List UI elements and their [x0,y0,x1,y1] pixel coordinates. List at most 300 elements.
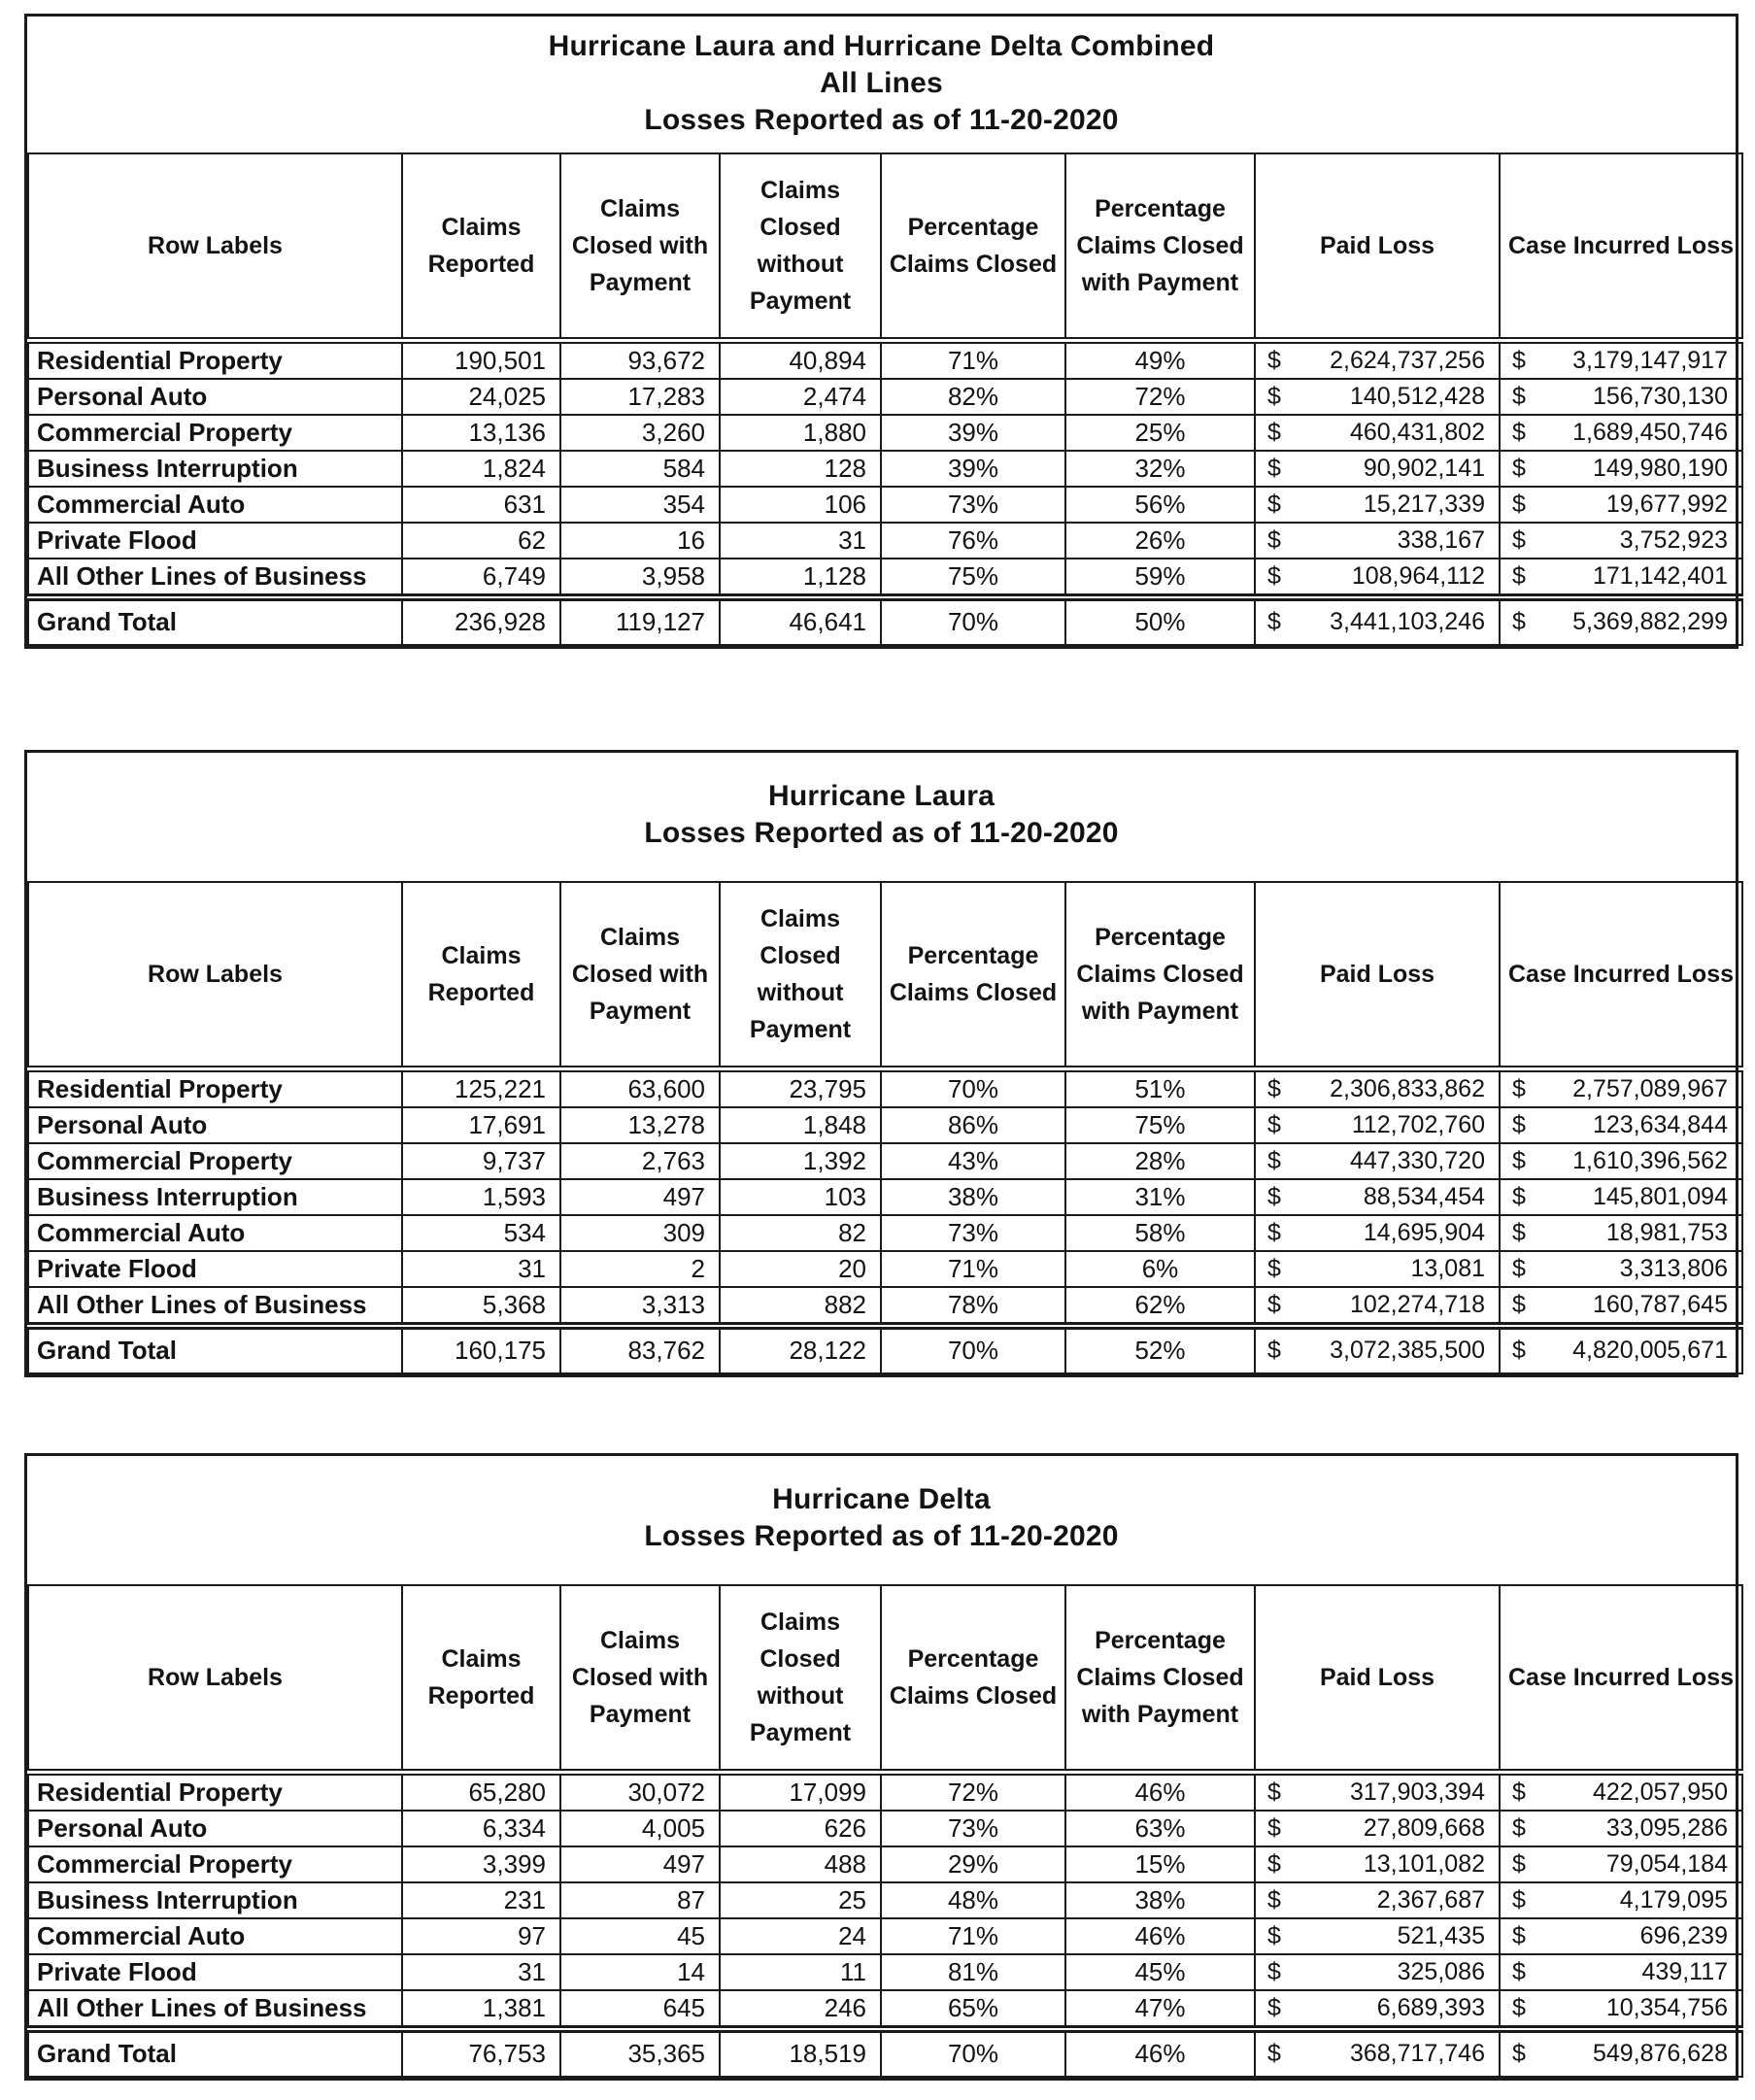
paid-loss-cell [1255,1811,1500,1846]
col-header-claims-closed-without-payment: Claims Closed without Payment [720,1585,881,1773]
amount-value: 33,095,286 [1605,1814,1728,1842]
claims-reported-cell: 17,691 [402,1107,560,1143]
dollar-sign: $ [1267,1111,1281,1138]
case-incurred-loss-cell [1500,559,1742,597]
pct-claims-closed-with-payment-cell: 46% [1065,1918,1255,1954]
claims-closed-without-payment-cell: 40,894 [720,341,881,380]
dollar-sign: $ [1267,1337,1281,1364]
claims-reported-cell: 76,753 [402,2029,560,2077]
dollar-sign: $ [1267,1147,1281,1174]
pct-claims-closed-cell: 73% [881,1215,1065,1251]
col-header-claims-closed-without-payment: Claims Closed without Payment [720,882,881,1069]
claims-reported-cell: 13,136 [402,415,560,451]
table-title-line: Hurricane Delta [772,1483,991,1515]
table-title-line: Hurricane Laura and Hurricane Delta Combined [548,30,1215,62]
amount-value: 696,239 [1639,1922,1728,1949]
pct-claims-closed-cell: 38% [881,1179,1065,1215]
row-label-cell: Commercial Property [28,1143,402,1179]
col-header-paid-loss: Paid Loss [1255,1585,1500,1773]
dollar-sign: $ [1512,1337,1526,1364]
table-row [28,415,1742,451]
col-header-percentage-claims-closed: Percentage Claims Closed [881,882,1065,1069]
paid-loss-cell [1255,559,1500,597]
pct-claims-closed-with-payment-cell: 28% [1065,1143,1255,1179]
paid-loss-cell [1255,1846,1500,1882]
col-header-percentage-claims-closed-with-payment: Percentage Claims Closed with Payment [1065,1585,1255,1773]
amount-value: 123,634,844 [1592,1111,1728,1138]
row-label-cell: Commercial Auto [28,1918,402,1954]
pct-claims-closed-with-payment-cell: 62% [1065,1287,1255,1326]
claims-closed-without-payment-cell: 11 [720,1954,881,1990]
pct-claims-closed-with-payment-cell: 59% [1065,559,1255,597]
dollar-sign: $ [1267,1958,1281,1985]
claims-closed-without-payment-cell: 626 [720,1811,881,1846]
amount-value: 4,179,095 [1619,1886,1728,1914]
paid-loss-cell [1255,523,1500,559]
col-header-row-labels: Row Labels [28,1585,402,1773]
table-row [28,1918,1742,1954]
col-header-percentage-claims-closed-with-payment: Percentage Claims Closed with Payment [1065,882,1255,1069]
grand-total-row [28,2029,1742,2077]
row-label-cell: Residential Property [28,341,402,380]
table-row [28,1069,1742,1108]
amount-value: 15,217,339 [1363,491,1485,518]
pct-claims-closed-with-payment-cell: 75% [1065,1107,1255,1143]
table-title-block [27,753,1736,881]
dollar-sign: $ [1512,1219,1526,1246]
dollar-sign: $ [1512,1958,1526,1985]
pct-claims-closed-with-payment-cell: 45% [1065,1954,1255,1990]
claims-reported-cell: 231 [402,1882,560,1918]
header-row [28,153,1742,341]
amount-value: 3,313,806 [1619,1255,1728,1282]
claims-closed-without-payment-cell: 17,099 [720,1773,881,1812]
amount-value: 3,179,147,917 [1572,347,1728,374]
amount-value: 549,876,628 [1592,2040,1728,2067]
case-incurred-loss-cell [1500,1287,1742,1326]
claims-table-laura [27,881,1743,1374]
table-title-line: Losses Reported as of 11-20-2020 [644,817,1119,849]
claims-closed-without-payment-cell: 882 [720,1287,881,1326]
col-header-percentage-claims-closed: Percentage Claims Closed [881,1585,1065,1773]
case-incurred-loss-cell [1500,1846,1742,1882]
paid-loss-cell [1255,1215,1500,1251]
amount-value: 521,435 [1397,1922,1485,1949]
claims-reported-cell: 534 [402,1215,560,1251]
pct-claims-closed-cell: 70% [881,2029,1065,2077]
dollar-sign: $ [1267,491,1281,518]
amount-value: 1,610,396,562 [1572,1147,1728,1174]
row-label-cell: Residential Property [28,1069,402,1108]
amount-value: 3,072,385,500 [1330,1337,1485,1364]
paid-loss-cell [1255,1069,1500,1108]
dollar-sign: $ [1512,1850,1526,1878]
pct-claims-closed-with-payment-cell: 49% [1065,341,1255,380]
amount-value: 27,809,668 [1363,1814,1485,1842]
claims-closed-without-payment-cell: 103 [720,1179,881,1215]
dollar-sign: $ [1267,562,1281,590]
col-header-claims-closed-with-payment: Claims Closed with Payment [560,882,720,1069]
paid-loss-cell [1255,341,1500,380]
amount-value: 460,431,802 [1349,419,1485,446]
dollar-sign: $ [1512,455,1526,482]
case-incurred-loss-cell [1500,1918,1742,1954]
row-label-cell: Grand Total [28,2029,402,2077]
claims-closed-with-payment-cell: 584 [560,451,720,487]
pct-claims-closed-with-payment-cell: 15% [1065,1846,1255,1882]
dollar-sign: $ [1512,1111,1526,1138]
pct-claims-closed-cell: 70% [881,597,1065,645]
dollar-sign: $ [1512,419,1526,446]
col-header-row-labels: Row Labels [28,882,402,1069]
paid-loss-cell [1255,1179,1500,1215]
table-row [28,1179,1742,1215]
claims-reported-cell: 5,368 [402,1287,560,1326]
row-label-cell: All Other Lines of Business [28,559,402,597]
row-label-cell: Commercial Property [28,415,402,451]
claims-closed-with-payment-cell: 45 [560,1918,720,1954]
dollar-sign: $ [1267,526,1281,554]
table-row [28,451,1742,487]
paid-loss-cell [1255,451,1500,487]
claims-closed-without-payment-cell: 1,848 [720,1107,881,1143]
claims-closed-with-payment-cell: 497 [560,1179,720,1215]
claims-closed-without-payment-cell: 128 [720,451,881,487]
col-header-case-incurred-loss: Case Incurred Loss [1500,1585,1742,1773]
paid-loss-cell [1255,1107,1500,1143]
table-body [28,1069,1742,1374]
amount-value: 1,689,450,746 [1572,419,1728,446]
claims-closed-with-payment-cell: 119,127 [560,597,720,645]
col-header-claims-closed-without-payment: Claims Closed without Payment [720,153,881,341]
amount-value: 3,752,923 [1619,526,1728,554]
pct-claims-closed-cell: 65% [881,1990,1065,2029]
case-incurred-loss-cell [1500,597,1742,645]
col-header-percentage-claims-closed-with-payment: Percentage Claims Closed with Payment [1065,153,1255,341]
claims-reported-cell: 65,280 [402,1773,560,1812]
pct-claims-closed-with-payment-cell: 25% [1065,415,1255,451]
case-incurred-loss-cell [1500,1811,1742,1846]
table-row [28,1107,1742,1143]
row-label-cell: Personal Auto [28,1811,402,1846]
claims-closed-without-payment-cell: 2,474 [720,379,881,415]
paid-loss-cell [1255,2029,1500,2077]
claims-closed-without-payment-cell: 28,122 [720,1326,881,1373]
pct-claims-closed-cell: 71% [881,1251,1065,1287]
col-header-claims-closed-with-payment: Claims Closed with Payment [560,153,720,341]
claims-reported-cell: 1,381 [402,1990,560,2029]
amount-value: 325,086 [1397,1958,1485,1985]
paid-loss-cell [1255,1990,1500,2029]
col-header-claims-reported: Claims Reported [402,1585,560,1773]
amount-value: 4,820,005,671 [1572,1337,1728,1364]
paid-loss-cell [1255,597,1500,645]
pct-claims-closed-cell: 43% [881,1143,1065,1179]
row-label-cell: Personal Auto [28,379,402,415]
claims-closed-without-payment-cell: 23,795 [720,1069,881,1108]
col-header-percentage-claims-closed: Percentage Claims Closed [881,153,1065,341]
report-delta [24,1453,1738,2081]
table-title-line: Hurricane Laura [767,780,996,812]
dollar-sign: $ [1512,383,1526,410]
table-title-line: Losses Reported as of 11-20-2020 [644,104,1119,136]
case-incurred-loss-cell [1500,1143,1742,1179]
paid-loss-cell [1255,487,1500,523]
case-incurred-loss-cell [1500,379,1742,415]
dollar-sign: $ [1512,347,1526,374]
amount-value: 3,441,103,246 [1330,608,1485,635]
claims-closed-with-payment-cell: 17,283 [560,379,720,415]
paid-loss-cell [1255,379,1500,415]
claims-closed-with-payment-cell: 83,762 [560,1326,720,1373]
pct-claims-closed-cell: 78% [881,1287,1065,1326]
claims-reported-cell: 62 [402,523,560,559]
claims-reported-cell: 9,737 [402,1143,560,1179]
claims-reported-cell: 24,025 [402,379,560,415]
pct-claims-closed-with-payment-cell: 52% [1065,1326,1255,1373]
case-incurred-loss-cell [1500,341,1742,380]
col-header-claims-reported: Claims Reported [402,882,560,1069]
claims-closed-without-payment-cell: 18,519 [720,2029,881,2077]
case-incurred-loss-cell [1500,1107,1742,1143]
case-incurred-loss-cell [1500,523,1742,559]
paid-loss-cell [1255,1918,1500,1954]
dollar-sign: $ [1512,1147,1526,1174]
dollar-sign: $ [1512,1886,1526,1914]
table-body [28,341,1742,646]
amount-value: 447,330,720 [1349,1147,1485,1174]
amount-value: 108,964,112 [1351,562,1485,590]
row-label-cell: Personal Auto [28,1107,402,1143]
pct-claims-closed-with-payment-cell: 72% [1065,379,1255,415]
pct-claims-closed-cell: 86% [881,1107,1065,1143]
col-header-row-labels: Row Labels [28,153,402,341]
table-row [28,1954,1742,1990]
case-incurred-loss-cell [1500,1179,1742,1215]
header-row [28,1585,1742,1773]
pct-claims-closed-cell: 72% [881,1773,1065,1812]
table-title-line: All Lines [820,67,943,99]
table-title-block [27,17,1736,152]
amount-value: 2,367,687 [1376,1886,1485,1914]
col-header-case-incurred-loss: Case Incurred Loss [1500,153,1742,341]
claims-closed-without-payment-cell: 25 [720,1882,881,1918]
claims-closed-without-payment-cell: 1,128 [720,559,881,597]
claims-reported-cell: 3,399 [402,1846,560,1882]
dollar-sign: $ [1267,1778,1281,1806]
amount-value: 6,689,393 [1376,1994,1485,2021]
claims-reported-cell: 97 [402,1918,560,1954]
amount-value: 13,101,082 [1363,1850,1485,1878]
paid-loss-cell [1255,1954,1500,1990]
claims-closed-with-payment-cell: 93,672 [560,341,720,380]
table-row [28,523,1742,559]
claims-closed-with-payment-cell: 3,260 [560,415,720,451]
dollar-sign: $ [1267,1183,1281,1210]
dollar-sign: $ [1512,1255,1526,1282]
dollar-sign: $ [1267,419,1281,446]
table-row [28,1215,1742,1251]
dollar-sign: $ [1512,491,1526,518]
amount-value: 112,702,760 [1351,1111,1485,1138]
claims-table-combined [27,152,1743,646]
claims-closed-with-payment-cell: 3,313 [560,1287,720,1326]
pct-claims-closed-cell: 29% [881,1846,1065,1882]
paid-loss-cell [1255,1326,1500,1373]
claims-closed-without-payment-cell: 1,392 [720,1143,881,1179]
pct-claims-closed-with-payment-cell: 6% [1065,1251,1255,1287]
dollar-sign: $ [1512,562,1526,590]
pct-claims-closed-with-payment-cell: 47% [1065,1990,1255,2029]
table-title-block [27,1456,1736,1584]
claims-closed-without-payment-cell: 246 [720,1990,881,2029]
table-row [28,1773,1742,1812]
claims-closed-without-payment-cell: 82 [720,1215,881,1251]
claims-closed-without-payment-cell: 20 [720,1251,881,1287]
case-incurred-loss-cell [1500,487,1742,523]
claims-reported-cell: 236,928 [402,597,560,645]
pct-claims-closed-cell: 39% [881,451,1065,487]
claims-closed-with-payment-cell: 497 [560,1846,720,1882]
paid-loss-cell [1255,1143,1500,1179]
dollar-sign: $ [1512,1291,1526,1318]
dollar-sign: $ [1267,1886,1281,1914]
report-laura [24,750,1738,1377]
table-row [28,1143,1742,1179]
claims-closed-with-payment-cell: 4,005 [560,1811,720,1846]
claims-closed-without-payment-cell: 46,641 [720,597,881,645]
header-row [28,882,1742,1069]
pct-claims-closed-cell: 73% [881,487,1065,523]
claims-closed-without-payment-cell: 31 [720,523,881,559]
amount-value: 156,730,130 [1592,383,1728,410]
table-row [28,1287,1742,1326]
claims-closed-with-payment-cell: 2,763 [560,1143,720,1179]
pct-claims-closed-with-payment-cell: 50% [1065,597,1255,645]
dollar-sign: $ [1267,2040,1281,2067]
table-row [28,1251,1742,1287]
case-incurred-loss-cell [1500,1215,1742,1251]
pct-claims-closed-with-payment-cell: 46% [1065,1773,1255,1812]
pct-claims-closed-cell: 75% [881,559,1065,597]
pct-claims-closed-with-payment-cell: 46% [1065,2029,1255,2077]
claims-reported-cell: 6,334 [402,1811,560,1846]
table-title-line: Losses Reported as of 11-20-2020 [644,1520,1119,1552]
pct-claims-closed-cell: 70% [881,1069,1065,1108]
claims-table-delta [27,1584,1743,2078]
claims-closed-without-payment-cell: 24 [720,1918,881,1954]
row-label-cell: Residential Property [28,1773,402,1812]
pct-claims-closed-cell: 73% [881,1811,1065,1846]
col-header-paid-loss: Paid Loss [1255,153,1500,341]
pct-claims-closed-with-payment-cell: 51% [1065,1069,1255,1108]
claims-closed-without-payment-cell: 106 [720,487,881,523]
claims-closed-with-payment-cell: 35,365 [560,2029,720,2077]
pct-claims-closed-with-payment-cell: 63% [1065,1811,1255,1846]
claims-closed-without-payment-cell: 488 [720,1846,881,1882]
amount-value: 317,903,394 [1349,1778,1485,1806]
pct-claims-closed-cell: 81% [881,1954,1065,1990]
amount-value: 13,081 [1410,1255,1485,1282]
report-combined [24,14,1738,649]
amount-value: 79,054,184 [1605,1850,1728,1878]
claims-closed-with-payment-cell: 30,072 [560,1773,720,1812]
amount-value: 102,274,718 [1349,1291,1485,1318]
dollar-sign: $ [1267,383,1281,410]
dollar-sign: $ [1267,1922,1281,1949]
claims-closed-with-payment-cell: 2 [560,1251,720,1287]
claims-closed-with-payment-cell: 63,600 [560,1069,720,1108]
case-incurred-loss-cell [1500,1326,1742,1373]
amount-value: 439,117 [1641,1958,1728,1985]
table-body [28,1773,1742,2078]
amount-value: 149,980,190 [1592,455,1728,482]
claims-closed-with-payment-cell: 13,278 [560,1107,720,1143]
claims-reported-cell: 190,501 [402,341,560,380]
col-header-claims-closed-with-payment: Claims Closed with Payment [560,1585,720,1773]
pct-claims-closed-with-payment-cell: 26% [1065,523,1255,559]
dollar-sign: $ [1512,1994,1526,2021]
amount-value: 14,695,904 [1363,1219,1485,1246]
dollar-sign: $ [1267,1075,1281,1102]
amount-value: 2,624,737,256 [1330,347,1485,374]
dollar-sign: $ [1267,1291,1281,1318]
case-incurred-loss-cell [1500,1251,1742,1287]
pct-claims-closed-cell: 70% [881,1326,1065,1373]
dollar-sign: $ [1267,1994,1281,2021]
table-row [28,1811,1742,1846]
col-header-case-incurred-loss: Case Incurred Loss [1500,882,1742,1069]
paid-loss-cell [1255,415,1500,451]
row-label-cell: Commercial Property [28,1846,402,1882]
dollar-sign: $ [1267,1814,1281,1842]
case-incurred-loss-cell [1500,415,1742,451]
pct-claims-closed-with-payment-cell: 38% [1065,1882,1255,1918]
pct-claims-closed-cell: 82% [881,379,1065,415]
case-incurred-loss-cell [1500,1773,1742,1812]
claims-reported-cell: 1,593 [402,1179,560,1215]
amount-value: 10,354,756 [1605,1994,1728,2021]
case-incurred-loss-cell [1500,1954,1742,1990]
case-incurred-loss-cell [1500,451,1742,487]
amount-value: 145,801,094 [1592,1183,1728,1210]
paid-loss-cell [1255,1773,1500,1812]
amount-value: 19,677,992 [1605,491,1728,518]
dollar-sign: $ [1512,608,1526,635]
amount-value: 2,306,833,862 [1330,1075,1485,1102]
claims-closed-with-payment-cell: 354 [560,487,720,523]
pct-claims-closed-with-payment-cell: 58% [1065,1215,1255,1251]
paid-loss-cell [1255,1287,1500,1326]
row-label-cell: All Other Lines of Business [28,1287,402,1326]
amount-value: 18,981,753 [1605,1219,1728,1246]
dollar-sign: $ [1512,1778,1526,1806]
claims-closed-with-payment-cell: 16 [560,523,720,559]
claims-reported-cell: 1,824 [402,451,560,487]
table-row [28,1990,1742,2029]
row-label-cell: Private Flood [28,523,402,559]
amount-value: 160,787,645 [1592,1291,1728,1318]
dollar-sign: $ [1267,1850,1281,1878]
dollar-sign: $ [1512,1183,1526,1210]
row-label-cell: Business Interruption [28,1179,402,1215]
grand-total-row [28,1326,1742,1373]
table-row [28,1846,1742,1882]
pct-claims-closed-with-payment-cell: 31% [1065,1179,1255,1215]
table-row [28,487,1742,523]
row-label-cell: Commercial Auto [28,487,402,523]
row-label-cell: Business Interruption [28,451,402,487]
